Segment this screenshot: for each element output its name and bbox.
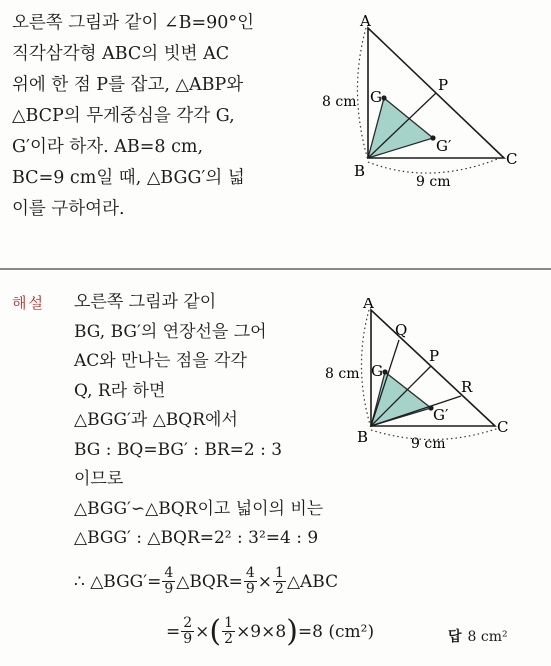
label-bc-length: 9 cm: [416, 174, 451, 190]
solution-line: 이므로: [74, 469, 124, 489]
solution-line: BG : BQ=BG′ : BR=2 : 3: [74, 439, 283, 460]
solution-line: AC와 만나는 점을 각각: [74, 351, 247, 371]
label-ab-length: 8 cm: [325, 366, 360, 382]
label-g-prime: G′: [433, 406, 449, 424]
problem-figure: [320, 10, 530, 190]
eq1-end: △ABC: [286, 571, 339, 592]
label-g: G: [370, 88, 382, 106]
eq2-inner: ×9×8: [236, 621, 287, 642]
eq2-result: =8 (cm²): [297, 621, 375, 642]
label-c: C: [506, 150, 518, 168]
label-r: R: [461, 378, 473, 396]
label-g-prime: G′: [436, 137, 452, 155]
eq2-start: =: [166, 621, 181, 642]
label-c: C: [497, 418, 509, 436]
problem-line: 이를 구하여라.: [12, 199, 125, 219]
problem-line: △BCP의 무게중심을 각각 G,: [12, 106, 235, 126]
problem-line: 오른쪽 그림과 같이 ∠B=90°인: [12, 13, 255, 33]
equation-1: [74, 566, 338, 597]
label-ab-length: 8 cm: [322, 94, 357, 110]
eq1-fraction-1-2: [273, 566, 286, 597]
eq2-fraction-2-9: [181, 616, 194, 647]
problem-line: BC=9 cm일 때, △BGG′의 넓: [12, 168, 245, 188]
ab-dotted-arc: [357, 28, 368, 160]
eq2-right-paren: ): [286, 613, 298, 649]
answer-mark: 답: [448, 629, 462, 645]
section-divider: [0, 268, 551, 270]
label-a: A: [363, 298, 374, 312]
solution-line: △BGG′과 △BQR에서: [74, 410, 238, 430]
eq1-frac3-num: 1: [275, 565, 284, 581]
label-a: A: [360, 12, 371, 30]
eq1-frac1-num: 4: [164, 565, 174, 581]
problem-line: G′이라 하자. AB=8 cm,: [12, 137, 204, 157]
eq2-frac1-num: 2: [183, 615, 193, 631]
solution-figure: [325, 298, 535, 453]
problem-line: 직각삼각형 ABC의 빗변 AC: [12, 44, 230, 64]
ab-dotted-arc: [361, 310, 371, 428]
solution-line: BG, BG′의 연장선을 그어: [74, 321, 267, 342]
point-g: [381, 95, 386, 100]
eq1-frac3-den: 2: [275, 581, 284, 597]
label-bc-length: 9 cm: [411, 436, 446, 452]
problem-line: 위에 한 점 P를 잡고, △ABP와: [12, 75, 244, 95]
eq2-frac2-den: 2: [224, 631, 234, 647]
solution-line: △BGG′ : △BQR=2² : 3²=4 : 9: [74, 528, 319, 548]
solution-line: Q, R라 하면: [74, 380, 166, 401]
eq1-times: ×: [257, 571, 273, 592]
label-p: P: [429, 347, 440, 365]
eq1-fraction-4-9: [162, 566, 175, 597]
label-g: G: [371, 362, 383, 380]
eq2-frac2-num: 1: [224, 615, 234, 631]
point-g: [382, 369, 387, 374]
label-q: Q: [395, 321, 408, 339]
answer-value: 8 cm²: [467, 629, 508, 645]
bc-dotted-arc: [368, 158, 500, 173]
problem-text: [12, 8, 312, 225]
solution-line: △BGG′∽△BQR이고 넓이의 비는: [74, 498, 324, 519]
eq2-left-paren: (: [209, 613, 222, 649]
eq1-therefore: ∴ △BGG′=: [74, 571, 162, 592]
eq1-mid: △BQR=: [176, 571, 243, 592]
label-p: P: [438, 76, 449, 94]
eq1-frac2-num: 4: [245, 565, 255, 581]
solution-label: 해설: [12, 294, 45, 312]
point-g-prime: [430, 135, 435, 140]
eq1-frac2-den: 9: [245, 581, 255, 597]
eq2-times: ×: [195, 621, 210, 642]
label-b: B: [354, 162, 366, 180]
eq1-frac1-den: 9: [164, 581, 174, 597]
equation-2: [166, 613, 375, 649]
label-b: B: [357, 428, 369, 446]
eq1-fraction-4-9-b: [244, 566, 257, 597]
eq2-fraction-1-2: [222, 616, 235, 647]
eq2-frac1-den: 9: [183, 631, 193, 647]
answer: [448, 626, 508, 646]
solution-line: 오른쪽 그림과 같이: [74, 292, 217, 312]
